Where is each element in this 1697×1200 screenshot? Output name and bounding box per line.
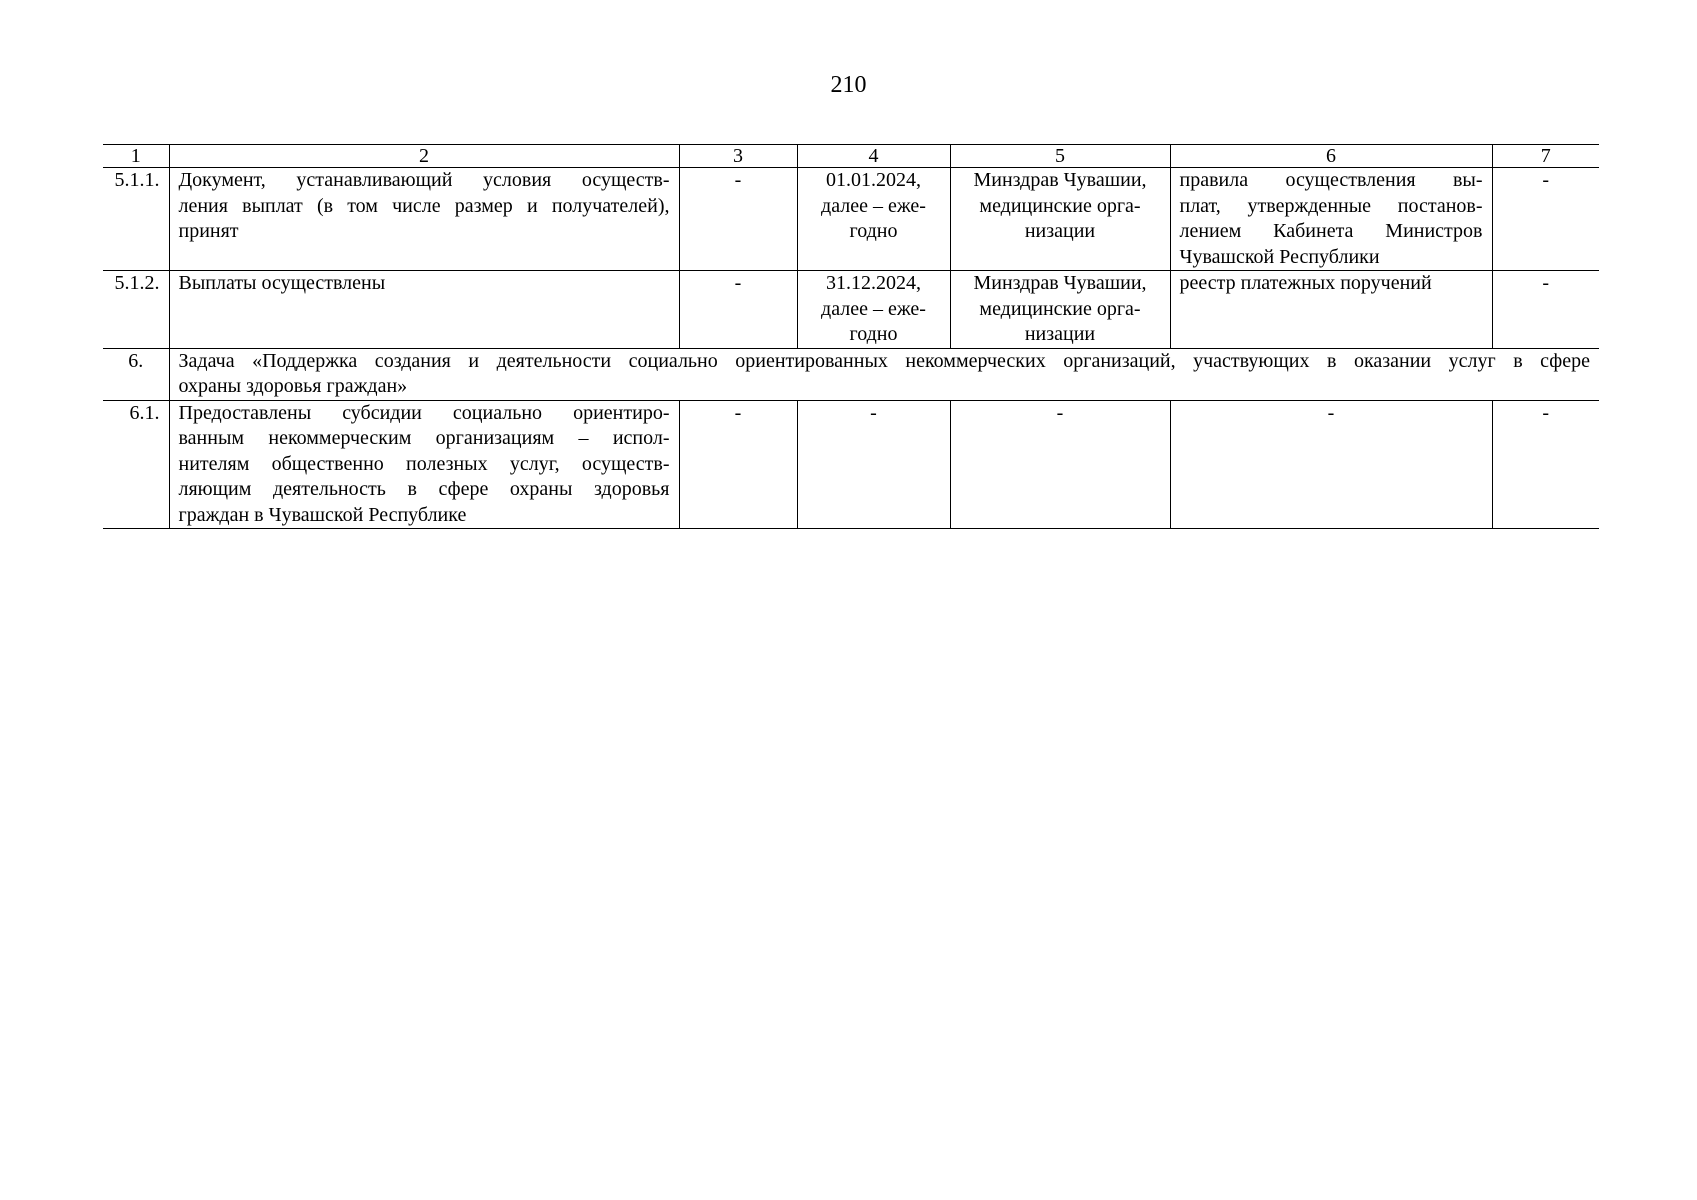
column-number: 2 [169,145,679,168]
text-line: ванным некоммерческим организациям – испол- [178,427,670,449]
row-number: 5.1.1. [103,168,169,271]
text-line: медицинские орга- [979,297,1141,320]
cell-document: - [1170,400,1492,529]
text-line: лением Кабинета Министров [1179,220,1483,242]
text-line: Выплаты осуществлены [178,272,386,294]
cell-responsible: - [950,400,1170,529]
text-line: низации [1024,220,1096,242]
text-line: Документ, устанавливающий условия осуществ- [178,169,670,191]
text-line: охраны здоровья граждан» [178,375,408,397]
cell-col3: - [679,400,797,529]
text-line: реестр платежных поручений [1179,272,1432,294]
cell-document [1170,271,1492,349]
text-line: принят [178,220,239,242]
row-number: 6. [103,348,169,400]
cell-responsible [950,271,1170,349]
cell-deadline: - [797,400,950,529]
row-number: 6.1. [103,400,169,529]
text-line: Предоставлены субсидии социально ориентиро- [178,401,670,424]
document-table [103,144,1599,529]
page-number: 210 [830,72,867,98]
text-line: низации [1024,323,1096,345]
text-line: медицинские орга- [979,194,1141,217]
task-text [169,348,1599,400]
cell-col3: - [679,168,797,271]
column-number: 3 [679,145,797,168]
table-row [103,168,1599,271]
text-line: Чувашской Республики [1179,245,1380,268]
cell-col3: - [679,271,797,349]
text-line: далее – еже- [821,297,926,320]
text-line: Минздрав Чувашии, [973,272,1147,294]
text-line: Задача «Поддержка создания и деятельности социально ориентированных некоммерческих организаций, участвующих в оказании услуг в сфере [178,349,1590,372]
row-description [169,400,679,529]
text-line: плат, утвержденные постанов- [1179,194,1483,217]
text-line: Минздрав Чувашии, [973,169,1147,191]
column-number: 6 [1170,145,1492,168]
cell-col7: - [1492,168,1599,271]
text-line: 01.01.2024, [826,169,921,191]
column-numbers-row [103,145,1599,168]
cell-deadline [797,168,950,271]
cell-responsible [950,168,1170,271]
column-number: 7 [1492,145,1599,168]
column-number: 5 [950,145,1170,168]
text-line: далее – еже- [821,194,926,217]
column-number: 1 [103,145,169,168]
table-row [103,271,1599,349]
cell-col7: - [1492,271,1599,349]
row-number: 5.1.2. [103,271,169,349]
task-row [103,348,1599,400]
text-line: граждан в Чувашской Республике [178,503,467,526]
text-line: 31.12.2024, [826,272,921,294]
cell-deadline [797,271,950,349]
row-description [169,271,679,349]
text-line: годно [849,220,898,242]
cell-col7: - [1492,400,1599,529]
text-line: ления выплат (в том числе размер и получателей), [178,194,670,217]
row-description [169,168,679,271]
column-number: 4 [797,145,950,168]
text-line: нителям общественно полезных услуг, осуществ- [178,452,670,475]
cell-document [1170,168,1492,271]
text-line: правила осуществления вы- [1179,169,1483,191]
table-row [103,400,1599,529]
text-line: ляющим деятельность в сфере охраны здоровья [178,478,670,500]
text-line: годно [849,323,898,345]
